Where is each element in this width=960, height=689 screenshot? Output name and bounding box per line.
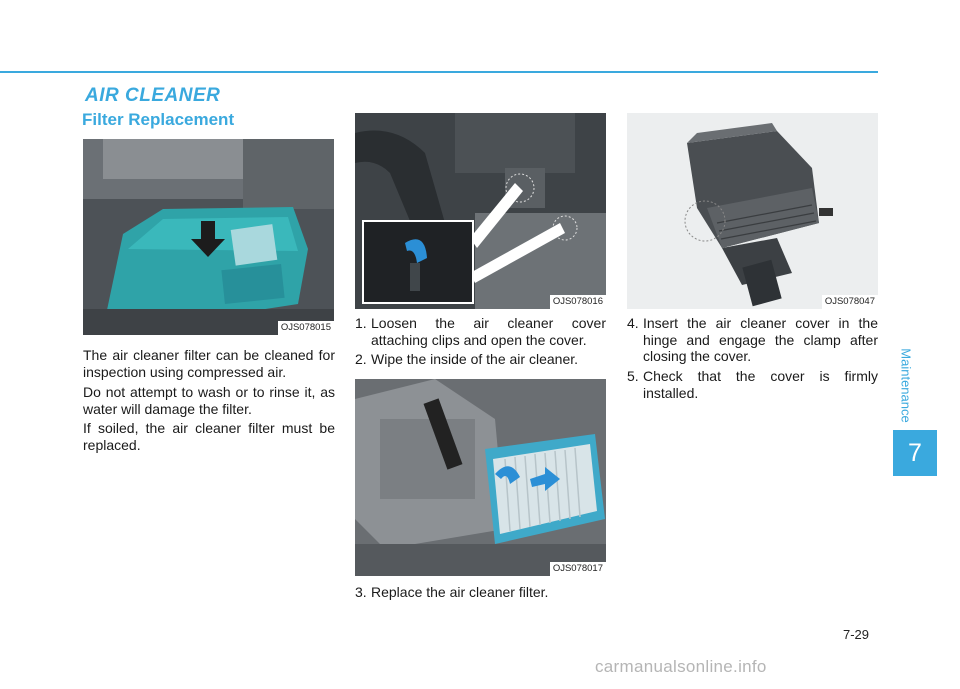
- paragraph: The air cleaner filter can be cleaned for inspection using compressed air.: [83, 347, 335, 380]
- paragraph: Do not attempt to wash or to rinse it, as water will damage the filter.: [83, 384, 335, 417]
- step-text: Insert the air cleaner cover in the hinge and engage the clamp after closing the cover.: [643, 315, 878, 364]
- figure-code: OJS078047: [822, 295, 878, 309]
- step-text: Check that the cover is firmly installed.: [643, 368, 878, 401]
- step-text: Wipe the inside of the air cleaner.: [371, 351, 579, 367]
- side-tab-label: [894, 343, 918, 427]
- step-number: 2.: [355, 351, 367, 367]
- step-item: [355, 315, 606, 348]
- side-tab-text: Maintenance: [898, 347, 914, 423]
- figure-code: OJS078016: [550, 295, 606, 309]
- step-item: [355, 351, 606, 368]
- step-text: Replace the air cleaner filter.: [371, 584, 549, 600]
- step-number: 1.: [355, 315, 367, 331]
- top-rule: [0, 71, 878, 73]
- figure-assembled-air-cleaner: [627, 113, 878, 309]
- step-item: [627, 315, 878, 365]
- figure-filter-element: [355, 379, 606, 576]
- step-number: 4.: [627, 315, 639, 331]
- paragraph: If soiled, the air cleaner filter must be replaced.: [83, 420, 335, 453]
- section-title: AIR CLEANER: [85, 85, 221, 106]
- step-text: Loosen the air cleaner cover attaching clips and open the cover.: [371, 315, 606, 348]
- page-number: 7-29: [843, 627, 870, 642]
- step-item: [627, 368, 878, 401]
- chapter-number-badge: 7: [893, 430, 937, 476]
- step-number: 5.: [627, 368, 639, 384]
- watermark: carmanualsonline.info: [595, 657, 767, 676]
- figure-code: OJS078015: [278, 321, 334, 335]
- figure-code: OJS078017: [550, 562, 606, 576]
- subsection-title: Filter Replacement: [82, 110, 235, 129]
- step-item: [355, 584, 606, 601]
- figure-air-cleaner-cover: [83, 139, 334, 335]
- step-number: 3.: [355, 584, 367, 600]
- figure-cover-clips: [355, 113, 606, 309]
